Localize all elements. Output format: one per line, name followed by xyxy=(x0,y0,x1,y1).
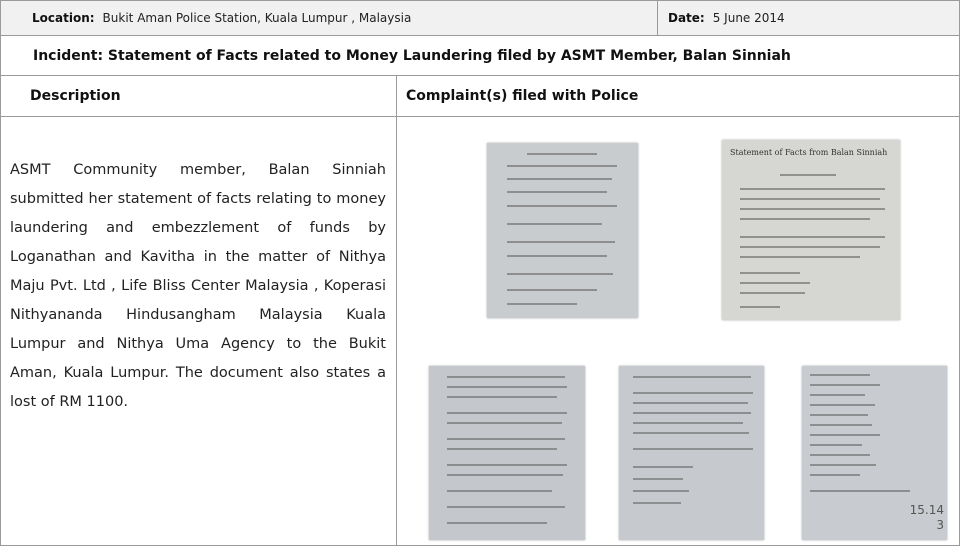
document-photo-1 xyxy=(487,143,638,318)
page-number-line2: 3 xyxy=(936,518,944,532)
incident-title: Incident: Statement of Facts related to Money Laundering filed by ASMT Member, Balan Sinniah xyxy=(33,47,791,64)
complaints-header-cell xyxy=(396,75,960,117)
description-header: Description xyxy=(30,88,121,104)
location-cell xyxy=(0,0,658,36)
document-title: Statement of Facts from Balan Sinniah xyxy=(730,148,888,157)
date-cell xyxy=(657,0,960,36)
document-photo-4 xyxy=(619,366,764,540)
date-value: 5 June 2014 xyxy=(712,11,785,25)
page-number-line1: 15.14 xyxy=(909,503,944,517)
description-header-cell xyxy=(0,75,397,117)
document-photo-2 xyxy=(722,140,900,320)
date-label: Date: xyxy=(668,11,705,25)
document-photo-3 xyxy=(429,366,585,540)
location-value: Bukit Aman Police Station, Kuala Lumpur , Malaysia xyxy=(102,11,412,25)
description-text: ASMT Community member, Balan Sinniah submitted her statement of facts relating to money laundering and embezzlement of funds by Loganathan and Kavitha in the matter of Nithya Maju Pvt. Ltd , Life Bliss Center Malaysia , Koperasi Nithyananda Hindusangham Malaysia Kuala Lumpur and Nithya Uma Agency to the Bukit Aman, Kuala Lumpur. The document also states a lost of RM 1100. xyxy=(10,162,386,410)
location-label: Location: xyxy=(32,11,95,25)
complaints-header: Complaint(s) filed with Police xyxy=(406,88,639,104)
page-number xyxy=(910,503,944,533)
incident-row xyxy=(0,35,960,76)
